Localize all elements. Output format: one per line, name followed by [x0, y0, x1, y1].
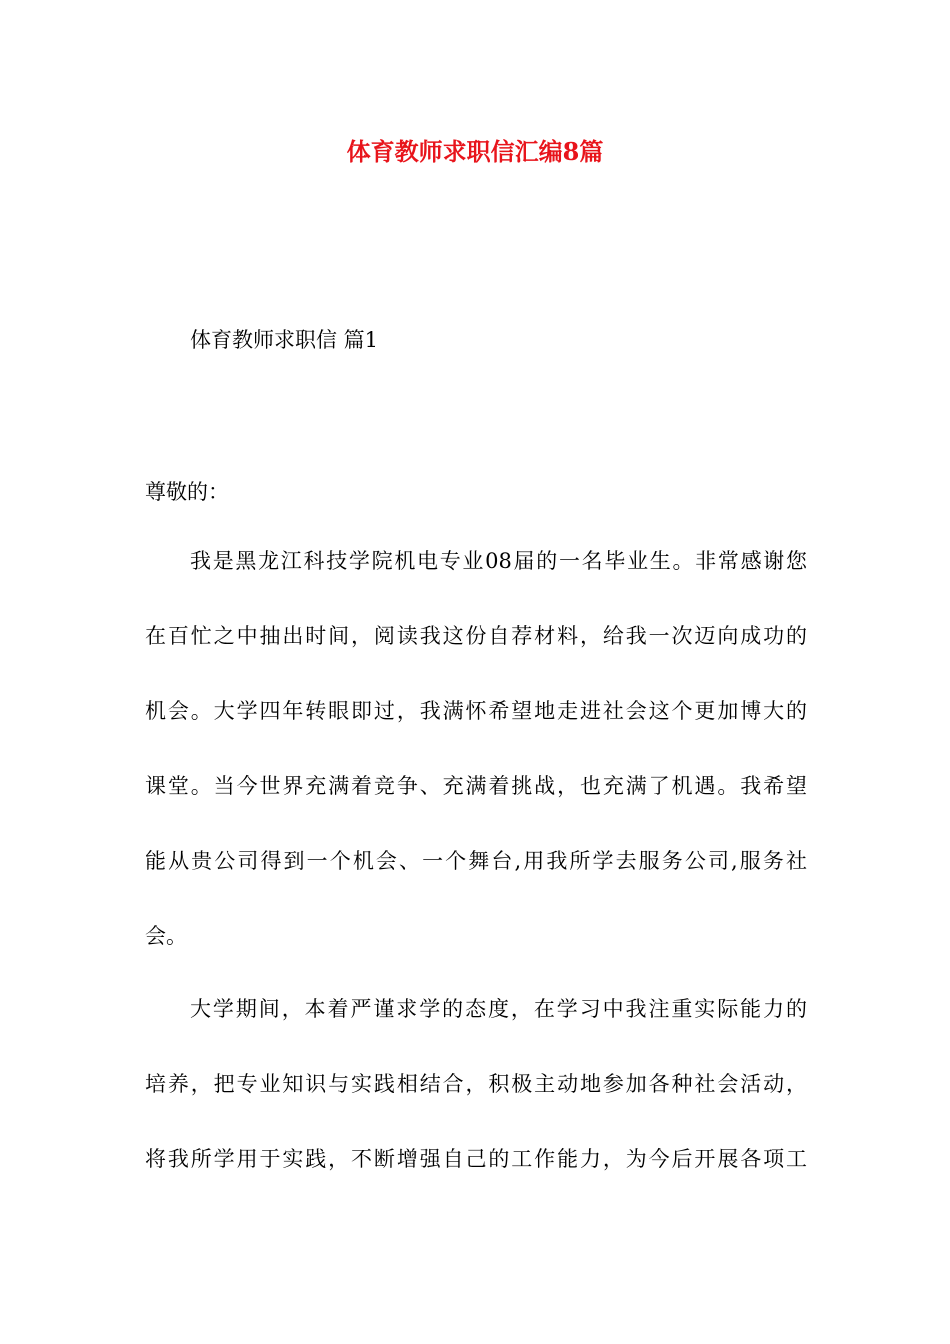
paragraph-line: 能从贵公司得到一个机会、一个舞台,用我所学去服务公司,服务社 — [145, 849, 807, 873]
paragraph-line: 将我所学用于实践，不断增强自己的工作能力，为今后开展各项工 — [145, 1147, 807, 1171]
paragraph-1 — [145, 545, 807, 995]
paragraph-line: 在百忙之中抽出时间，阅读我这份自荐材料，给我一次迈向成功的 — [145, 624, 807, 648]
paragraph-line: 机会。大学四年转眼即过，我满怀希望地走进社会这个更加博大的 — [145, 699, 807, 723]
salutation: 尊敬的： — [145, 480, 229, 504]
section-heading: 体育教师求职信 篇1 — [190, 328, 379, 352]
paragraph-2 — [145, 993, 807, 1218]
document-title: 体育教师求职信汇编8篇 — [346, 137, 604, 166]
paragraph-line: 我是黑龙江科技学院机电专业08届的一名毕业生。非常感谢您 — [190, 549, 807, 573]
paragraph-line: 培养，把专业知识与实践相结合，积极主动地参加各种社会活动， — [145, 1072, 807, 1096]
paragraph-line: 大学期间，本着严谨求学的态度，在学习中我注重实际能力的 — [190, 997, 807, 1021]
paragraph-line: 课堂。当今世界充满着竞争、充满着挑战，也充满了机遇。我希望 — [145, 774, 807, 798]
paragraph-line: 会。 — [145, 924, 187, 948]
